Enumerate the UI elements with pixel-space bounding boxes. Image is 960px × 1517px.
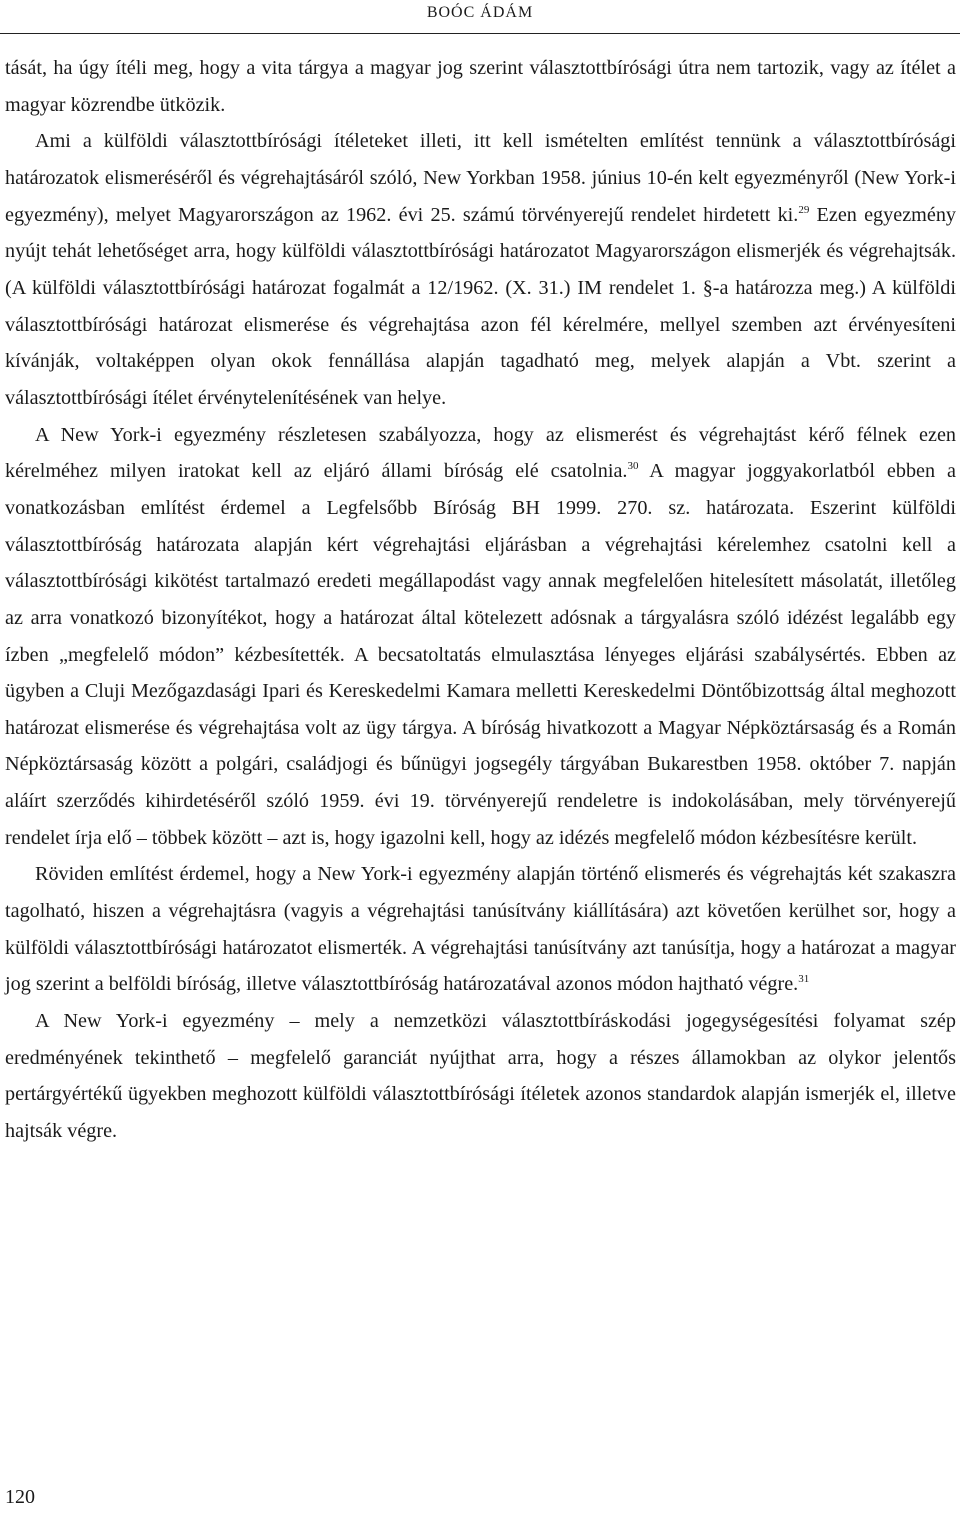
paragraph-text: A magyar joggyakorlatból ebben a vonatkozásban említést érdemel a Legfelsőbb Bíróság BH 1999. 270. sz. határozata. Eszerint külföldi választottbíróság határozata alapján kért végrehajtási eljárásban a végrehajtási kérelemhez csatolni kell a választottbírósági kikötést tartalmazó eredeti megállapodást vagy annak megfelelően hitelesített másolatát, illetőleg az arra vonatkozó bizonyítékot, hogy a határozat által kötelezett adósnak a tárgyalásra szóló idézést legalább egy ízben „megfelelő módon” kézbesítették. A becsatoltatás elmulasztása lényeges eljárási szabálysértés. Ebben az ügyben a Cluji Mezőgazdasági Ipari és Kereskedelmi Kamara melletti Kereskedelmi Döntőbizottság által meghozott határozat elismerése és végrehajtása volt az ügy tárgya. A bíróság hivatkozott a Magyar Népköztársaság és a Román Népköztársaság között a polgári, családjogi és bűnügyi jogsegély tárgyában Bukarestben 1958. október 7. napján aláírt szerződés kihirdetéséről szóló 1959. évi 19. törvényerejű rendeletre is indokolásában, mely törvényerejű rendelet írja elő – többek között – azt is, hogy igazolni kell, hogy az idézés megfelelő módon kézbesítésre került. [5, 460, 956, 849]
paragraph [5, 1003, 956, 1150]
paragraph [5, 123, 956, 416]
paragraph-text: tását, ha úgy ítéli meg, hogy a vita tárgya a magyar jog szerint választottbírósági útra nem tartozik, vagy az ítélet a magyar közrendbe ütközik. [5, 57, 956, 116]
paragraph-text: Ami a külföldi választottbírósági ítéleteket illeti, itt kell ismételten említést tennünk a választottbírósági határozatok elismeréséről és végrehajtásáról szóló, New Yorkban 1958. június 10-én kelt egyezményről (New York-i egyezmény), melyet Magyarországon az 1962. évi 25. számú törvényerejű rendelet hirdetett ki. [5, 130, 956, 226]
paragraph-text: A New York-i egyezmény részletesen szabályozza, hogy az elismerést és végrehajtást kérő félnek ezen kérelméhez milyen iratokat kell az eljáró állami bíróság elé csatolnia. [5, 423, 956, 483]
footnote-ref: 31 [798, 973, 810, 986]
header-rule [0, 33, 960, 34]
paragraph-text: A New York-i egyezmény – mely a nemzetközi választottbíráskodási jogegységesítési folyamat szép eredményének tekinthető – megfelelő garanciát nyújthat arra, hogy a részes államokban az olykor jelentős pertárgyértékű ügyekben meghozott külföldi választottbírósági ítéletek azonos standardok alapján ismerjék el, illetve hajtsák végre. [5, 1010, 956, 1143]
page-number: 120 [5, 1486, 35, 1508]
footnote-ref: 29 [798, 203, 810, 216]
paragraph-text: Ezen egyezmény nyújt tehát lehetőséget arra, hogy külföldi választottbírósági határozatot Magyarországon elismerjék és végrehajtsák. (A külföldi választottbírósági határozat fogalmát a 12/1962. (X. 31.) IM rendelet 1. §-a határozza meg.) A külföldi választottbírósági határozat elismerése és végrehajtása azon fél kérelmére, mellyel szemben azt érvényesíteni kívánják, voltaképpen olyan okok fennállása alapján tagadható meg, melyek alapján a Vbt. szerint a választottbírósági ítélet érvénytelenítésének van helye. [5, 203, 957, 409]
footnote-ref: 30 [627, 460, 639, 473]
running-head: BOÓC ÁDÁM [426, 4, 534, 21]
paragraph [5, 417, 956, 857]
paragraph [5, 50, 956, 123]
paragraph [5, 856, 956, 1003]
paragraph-text: Röviden említést érdemel, hogy a New York-i egyezmény alapján történő elismerés és végrehajtás két szakaszra tagolható, hiszen a végrehajtásra (vagyis a végrehajtási tanúsítvány kiállítására) azt követően kerülhet sor, hogy a külföldi választottbírósági határozatot elismerték. A végrehajtási tanúsítvány azt tanúsítja, hogy a határozat a magyar jog szerint a belföldi bíróság, illetve választottbíróság határozatával azonos módon hajtható végre. [5, 863, 956, 996]
body-text [5, 50, 956, 1150]
